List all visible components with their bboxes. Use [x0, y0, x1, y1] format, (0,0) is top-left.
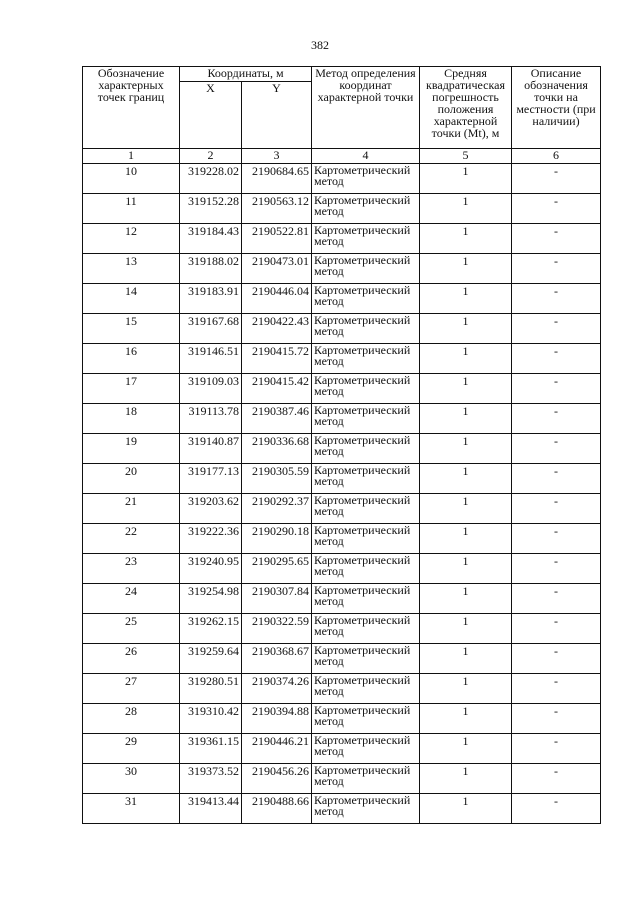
table-row: [83, 464, 601, 494]
column-number: 5: [420, 149, 512, 164]
coordinate-y: 2190473.01: [242, 254, 312, 284]
accuracy-cell: 1: [420, 524, 512, 554]
accuracy-cell: 1: [420, 284, 512, 314]
header-y: Y: [242, 82, 312, 149]
table-header-row: [83, 67, 601, 82]
coordinate-x: 319146.51: [180, 344, 242, 374]
description-cell: -: [512, 164, 601, 194]
coordinate-y: 2190374.26: [242, 674, 312, 704]
method-cell: Картометрический метод: [312, 554, 420, 584]
coordinate-y: 2190295.65: [242, 554, 312, 584]
coordinate-x: 319280.51: [180, 674, 242, 704]
table-row: [83, 764, 601, 794]
description-cell: -: [512, 374, 601, 404]
description-cell: -: [512, 614, 601, 644]
coordinate-y: 2190456.26: [242, 764, 312, 794]
accuracy-cell: 1: [420, 494, 512, 524]
coordinate-y: 2190387.46: [242, 404, 312, 434]
point-number: 19: [83, 434, 180, 464]
method-cell: Картометрический метод: [312, 374, 420, 404]
point-number: 10: [83, 164, 180, 194]
description-cell: -: [512, 644, 601, 674]
point-number: 13: [83, 254, 180, 284]
table-row: [83, 554, 601, 584]
table-row: [83, 374, 601, 404]
header-coordinates: Координаты, м: [180, 67, 312, 82]
coordinate-y: 2190415.42: [242, 374, 312, 404]
accuracy-cell: 1: [420, 464, 512, 494]
method-cell: Картометрический метод: [312, 614, 420, 644]
table-body: [83, 164, 601, 824]
method-cell: Картометрический метод: [312, 494, 420, 524]
method-cell: Картометрический метод: [312, 584, 420, 614]
point-number: 12: [83, 224, 180, 254]
accuracy-cell: 1: [420, 764, 512, 794]
point-number: 16: [83, 344, 180, 374]
method-cell: Картометрический метод: [312, 164, 420, 194]
table-row: [83, 404, 601, 434]
coordinate-y: 2190446.04: [242, 284, 312, 314]
coordinate-x: 319373.52: [180, 764, 242, 794]
accuracy-cell: 1: [420, 404, 512, 434]
accuracy-cell: 1: [420, 224, 512, 254]
method-cell: Картометрический метод: [312, 644, 420, 674]
table-row: [83, 434, 601, 464]
coordinate-x: 319240.95: [180, 554, 242, 584]
table-row: [83, 224, 601, 254]
method-cell: Картометрический метод: [312, 704, 420, 734]
coordinate-x: 319167.68: [180, 314, 242, 344]
description-cell: -: [512, 734, 601, 764]
coordinate-y: 2190446.21: [242, 734, 312, 764]
point-number: 24: [83, 584, 180, 614]
header-method: Метод определения координат характерной точки: [312, 67, 420, 149]
method-cell: Картометрический метод: [312, 434, 420, 464]
table-row: [83, 194, 601, 224]
table-row: [83, 254, 601, 284]
method-cell: Картометрический метод: [312, 344, 420, 374]
point-number: 29: [83, 734, 180, 764]
coordinate-x: 319177.13: [180, 464, 242, 494]
page-number: 382: [311, 38, 329, 52]
accuracy-cell: 1: [420, 734, 512, 764]
column-number: 6: [512, 149, 601, 164]
accuracy-cell: 1: [420, 584, 512, 614]
accuracy-cell: 1: [420, 794, 512, 824]
point-number: 23: [83, 554, 180, 584]
coordinate-y: 2190305.59: [242, 464, 312, 494]
method-cell: Картометрический метод: [312, 524, 420, 554]
method-cell: Картометрический метод: [312, 764, 420, 794]
accuracy-cell: 1: [420, 164, 512, 194]
column-number: 2: [180, 149, 242, 164]
header-accuracy: Средняя квадратическая погрешность положения характерной точки (Mt), м: [420, 67, 512, 149]
description-cell: -: [512, 194, 601, 224]
method-cell: Картометрический метод: [312, 464, 420, 494]
description-cell: -: [512, 674, 601, 704]
accuracy-cell: 1: [420, 344, 512, 374]
coordinate-x: 319109.03: [180, 374, 242, 404]
table-row: [83, 674, 601, 704]
coordinate-y: 2190368.67: [242, 644, 312, 674]
accuracy-cell: 1: [420, 704, 512, 734]
description-cell: -: [512, 314, 601, 344]
point-number: 14: [83, 284, 180, 314]
column-number: 4: [312, 149, 420, 164]
point-number: 25: [83, 614, 180, 644]
accuracy-cell: 1: [420, 374, 512, 404]
coordinate-x: 319228.02: [180, 164, 242, 194]
header-x: X: [180, 82, 242, 149]
table-row: [83, 524, 601, 554]
method-cell: Картометрический метод: [312, 284, 420, 314]
accuracy-cell: 1: [420, 614, 512, 644]
method-cell: Картометрический метод: [312, 314, 420, 344]
point-number: 31: [83, 794, 180, 824]
method-cell: Картометрический метод: [312, 224, 420, 254]
coordinate-y: 2190307.84: [242, 584, 312, 614]
description-cell: -: [512, 794, 601, 824]
coordinate-y: 2190522.81: [242, 224, 312, 254]
coordinate-x: 319259.64: [180, 644, 242, 674]
coordinate-y: 2190394.88: [242, 704, 312, 734]
method-cell: Картометрический метод: [312, 794, 420, 824]
point-number: 21: [83, 494, 180, 524]
point-number: 26: [83, 644, 180, 674]
accuracy-cell: 1: [420, 314, 512, 344]
coordinate-x: 319203.62: [180, 494, 242, 524]
coordinate-x: 319183.91: [180, 284, 242, 314]
description-cell: -: [512, 584, 601, 614]
coordinate-y: 2190422.43: [242, 314, 312, 344]
accuracy-cell: 1: [420, 254, 512, 284]
point-number: 30: [83, 764, 180, 794]
description-cell: -: [512, 554, 601, 584]
accuracy-cell: 1: [420, 554, 512, 584]
coordinate-x: 319188.02: [180, 254, 242, 284]
point-number: 28: [83, 704, 180, 734]
point-number: 27: [83, 674, 180, 704]
point-number: 18: [83, 404, 180, 434]
method-cell: Картометрический метод: [312, 404, 420, 434]
table-row: [83, 794, 601, 824]
table-row: [83, 584, 601, 614]
coordinate-x: 319152.28: [180, 194, 242, 224]
coordinates-table: [82, 66, 601, 824]
table-row: [83, 164, 601, 194]
coordinate-x: 319113.78: [180, 404, 242, 434]
description-cell: -: [512, 524, 601, 554]
coordinate-x: 319361.15: [180, 734, 242, 764]
description-cell: -: [512, 704, 601, 734]
point-number: 11: [83, 194, 180, 224]
method-cell: Картометрический метод: [312, 734, 420, 764]
table-row: [83, 734, 601, 764]
table-row: [83, 704, 601, 734]
table-row: [83, 314, 601, 344]
table-row: [83, 614, 601, 644]
table-row: [83, 344, 601, 374]
coordinate-y: 2190292.37: [242, 494, 312, 524]
accuracy-cell: 1: [420, 644, 512, 674]
accuracy-cell: 1: [420, 194, 512, 224]
description-cell: -: [512, 344, 601, 374]
header-point-designation: Обозначение характерных точек границ: [83, 67, 180, 149]
coordinate-y: 2190322.59: [242, 614, 312, 644]
header-description: Описание обозначения точки на местности (при наличии): [512, 67, 601, 149]
coordinate-x: 319254.98: [180, 584, 242, 614]
coordinate-y: 2190563.12: [242, 194, 312, 224]
method-cell: Картометрический метод: [312, 254, 420, 284]
coordinate-y: 2190415.72: [242, 344, 312, 374]
table-row: [83, 494, 601, 524]
column-number-row: [83, 149, 601, 164]
coordinate-x: 319413.44: [180, 794, 242, 824]
coordinate-y: 2190336.68: [242, 434, 312, 464]
description-cell: -: [512, 284, 601, 314]
column-number: 3: [242, 149, 312, 164]
coordinate-y: 2190488.66: [242, 794, 312, 824]
coordinate-x: 319222.36: [180, 524, 242, 554]
description-cell: -: [512, 434, 601, 464]
description-cell: -: [512, 224, 601, 254]
table-row: [83, 644, 601, 674]
description-cell: -: [512, 494, 601, 524]
point-number: 15: [83, 314, 180, 344]
table-row: [83, 284, 601, 314]
point-number: 22: [83, 524, 180, 554]
coordinate-x: 319140.87: [180, 434, 242, 464]
method-cell: Картометрический метод: [312, 194, 420, 224]
point-number: 20: [83, 464, 180, 494]
accuracy-cell: 1: [420, 434, 512, 464]
description-cell: -: [512, 764, 601, 794]
point-number: 17: [83, 374, 180, 404]
description-cell: -: [512, 464, 601, 494]
column-number: 1: [83, 149, 180, 164]
coordinate-x: 319184.43: [180, 224, 242, 254]
coordinate-x: 319310.42: [180, 704, 242, 734]
description-cell: -: [512, 254, 601, 284]
coordinate-y: 2190684.65: [242, 164, 312, 194]
method-cell: Картометрический метод: [312, 674, 420, 704]
description-cell: -: [512, 404, 601, 434]
accuracy-cell: 1: [420, 674, 512, 704]
coordinate-y: 2190290.18: [242, 524, 312, 554]
coordinate-x: 319262.15: [180, 614, 242, 644]
